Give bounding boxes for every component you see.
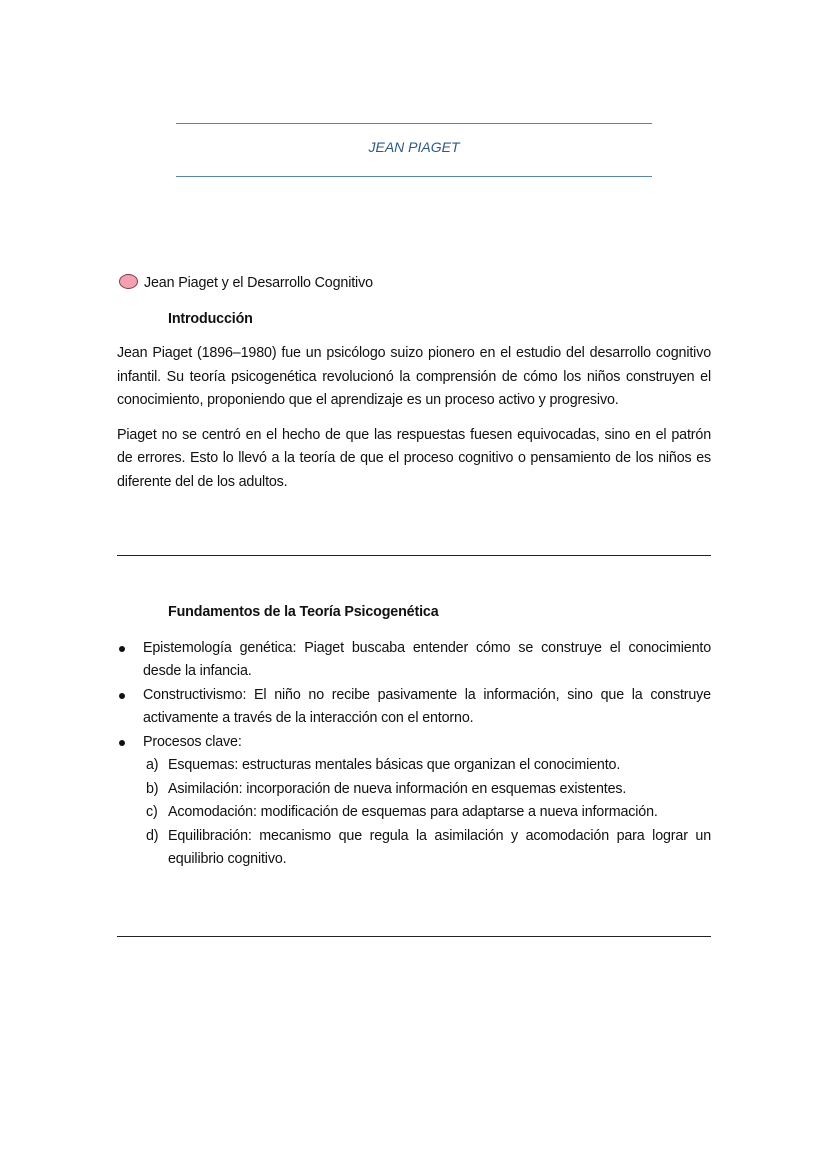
section-title (117, 272, 711, 296)
sub-item-text: Asimilación: incorporación de nueva información en esquemas existentes. (168, 780, 627, 797)
page-title: JEAN PIAGET (368, 139, 460, 155)
intro-paragraph: Jean Piaget (1896–1980) fue un psicólogo suizo pionero en el estudio del desarrollo cognitivo infantil. Su teoría psicogenética revolucionó la comprensión de cómo los niños construyen el conocimiento, proponiendo que el aprendizaje es un proceso activo y progresivo. (117, 345, 711, 408)
sub-list-item (146, 825, 711, 872)
intro-heading: Introducción (168, 310, 253, 327)
bullet-icon (119, 693, 125, 699)
fundamentos-heading: Fundamentos de la Teoría Psicogenética (168, 604, 439, 620)
section-divider (117, 936, 711, 937)
header-top-line (176, 123, 652, 124)
list-item-text: Procesos clave: (143, 733, 242, 750)
bullet-icon (119, 740, 125, 746)
list-item (117, 637, 711, 684)
sub-item-letter: d) (146, 827, 159, 844)
intro-section (117, 272, 711, 494)
sub-item-letter: b) (146, 780, 159, 797)
section-divider (117, 555, 711, 556)
list-item (117, 731, 711, 872)
sub-item-letter: c) (146, 804, 158, 820)
list-item-text: Epistemología genética: Piaget buscaba entender cómo se construye el conocimiento desde la infancia. (143, 639, 711, 679)
sub-list (117, 754, 711, 872)
fundamentos-section (117, 601, 711, 872)
header-bottom-line (176, 176, 652, 177)
intro-paragraph: Piaget no se centró en el hecho de que las respuestas fuesen equivocadas, sino en el patrón de errores. Esto lo llevó a la teoría de que el proceso cognitivo o pensamiento de los niños es diferente del de los adultos. (117, 426, 711, 490)
sub-item-letter: a) (146, 757, 159, 773)
bullet-list (117, 637, 711, 872)
section-title-text: Jean Piaget y el Desarrollo Cognitivo (144, 275, 373, 291)
list-item (117, 684, 711, 731)
sub-item-text: Esquemas: estructuras mentales básicas que organizan el conocimiento. (168, 757, 621, 773)
sub-list-item (146, 754, 711, 778)
sub-list-item (146, 778, 711, 802)
brain-icon (119, 274, 138, 289)
list-item-text: Constructivismo: El niño no recibe pasivamente la información, sino que la construye activamente a través de la interacción con el entorno. (143, 686, 711, 726)
bullet-icon (119, 646, 125, 652)
sub-list-item (146, 801, 711, 825)
sub-item-text: Acomodación: modificación de esquemas para adaptarse a nueva información. (168, 804, 658, 820)
sub-item-text: Equilibración: mecanismo que regula la asimilación y acomodación para lograr un equilibrio cognitivo. (168, 827, 711, 867)
